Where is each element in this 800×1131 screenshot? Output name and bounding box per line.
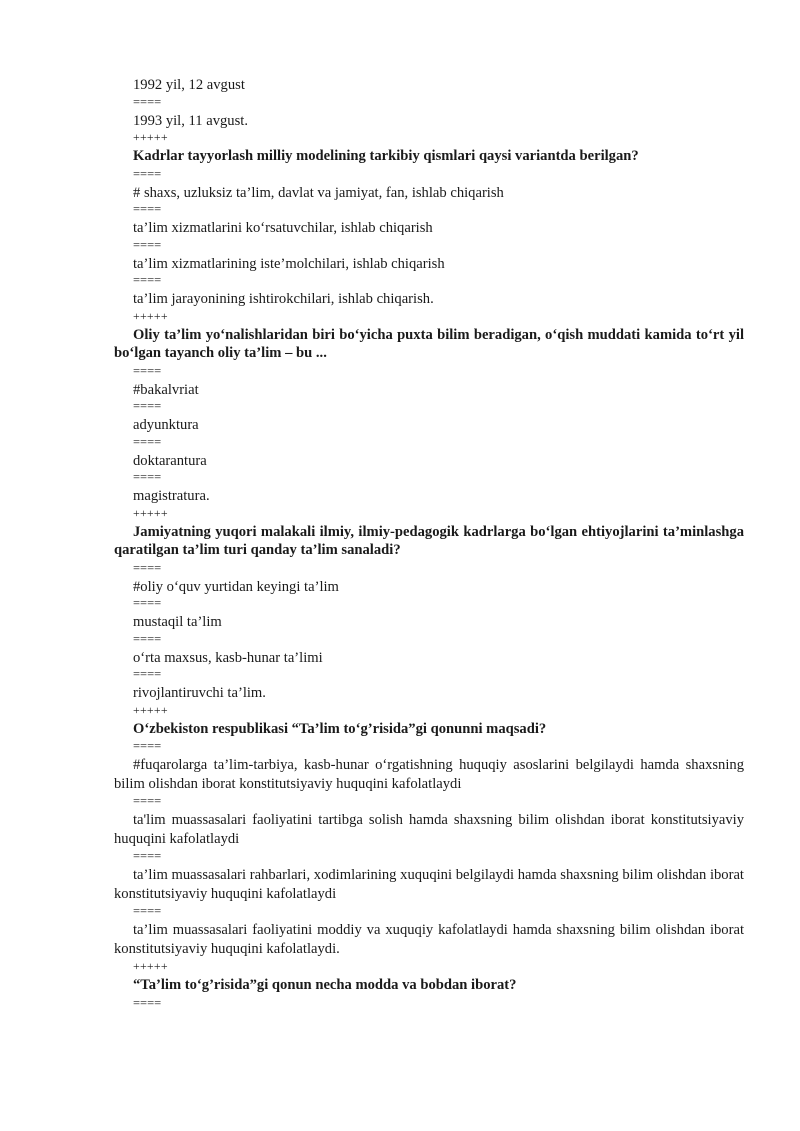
separator: ==== [133,273,162,287]
separator: ==== [133,794,162,808]
separator: ==== [133,849,162,863]
answer-option: o‘rta maxsus, kasb-hunar ta’limi [133,649,323,666]
answer-option: adyunktura [133,417,199,433]
separator: ==== [133,237,162,252]
separator: ==== [133,596,162,610]
separator: ==== [133,434,162,449]
question-separator: +++++ [133,959,168,973]
answer-option: ta’lim xizmatlarining iste’molchilari, ishlab chiqarish [133,255,445,272]
question-text: Jamiyatning yuqori malakali ilmiy, ilmiy-pedagogik kadrlarga bo‘lgan ehtiyojlarini ta’minlashga qaratilgan ta’lim turi qanday ta’lim sanaladi? [114,523,744,558]
separator: ==== [133,94,162,109]
separator: ==== [133,739,162,753]
separator: ==== [133,470,162,484]
answer-option: mustaqil ta’lim [133,614,222,630]
answer-option: #bakalvriat [133,381,199,398]
answer-option: magistratura. [133,488,210,504]
answer-option: 1992 yil, 12 avgust [133,77,245,93]
answer-option: #fuqarolarga ta’lim-tarbiya, kasb-hunar o‘rgatishning huquqiy asoslarini belgilaydi hamda shaxsning bilim olishdan iborat konstitutsiyaviy huquqini kafolatlaydi [114,757,744,792]
answer-option: # shaxs, uzluksiz ta’lim, davlat va jamiyat, fan, ishlab chiqarish [133,184,504,201]
separator: ==== [133,399,162,413]
answer-option: doktarantura [133,452,207,469]
separator: ==== [133,363,162,378]
question-text: O‘zbekiston respublikasi “Ta’lim to‘g’risida”gi qonunni maqsadi? [133,720,547,737]
question-separator: +++++ [133,702,168,717]
document-page [114,76,744,1013]
question-separator: +++++ [133,505,168,520]
separator: ==== [133,667,162,681]
separator: ==== [133,904,162,918]
separator: ==== [133,631,162,646]
question-text: Oliy ta’lim yo‘nalishlaridan biri bo‘yicha puxta bilim beradigan, o‘qish muddati kamida to‘rt yil bo‘lgan tayanch oliy ta’lim – bu ... [114,326,744,361]
question-text: “Ta’lim to‘g’risida”gi qonun necha modda va bobdan iborat? [133,977,517,993]
answer-option: ta’lim xizmatlarini ko‘rsatuvchilar, ishlab chiqarish [133,220,433,236]
answer-option: ta’lim muassasalari rahbarlari, xodimlarining xuquqini belgilaydi hamda shaxsning bilim olishdan iborat konstitutsiyaviy huquqini kafolatlaydi [114,867,744,902]
answer-option: ta'lim muassasalari faoliyatini tartibga solish hamda shaxsning bilim olishdan iborat konstitutsiyaviy huquqini kafolatlaydi [114,812,744,847]
answer-option: #oliy o‘quv yurtidan keyingi ta’lim [133,578,339,595]
answer-option: 1993 yil, 11 avgust. [133,112,248,129]
separator: ==== [133,560,162,575]
answer-option: ta’lim jarayonining ishtirokchilari, ishlab chiqarish. [133,291,434,307]
separator: ==== [133,166,162,181]
answer-option: ta’lim muassasalari faoliyatini moddiy va xuquqiy kafolatlaydi hamda shaxsning bilim olishdan iborat konstitutsiyaviy huquqini kafolatlaydi. [114,922,744,957]
separator: ==== [133,995,162,1010]
question-separator: +++++ [133,130,168,144]
question-text: Kadrlar tayyorlash milliy modelining tarkibiy qismlari qaysi variantda berilgan? [133,148,639,164]
question-separator: +++++ [133,308,168,323]
answer-option: rivojlantiruvchi ta’lim. [133,685,266,701]
separator: ==== [133,202,162,216]
